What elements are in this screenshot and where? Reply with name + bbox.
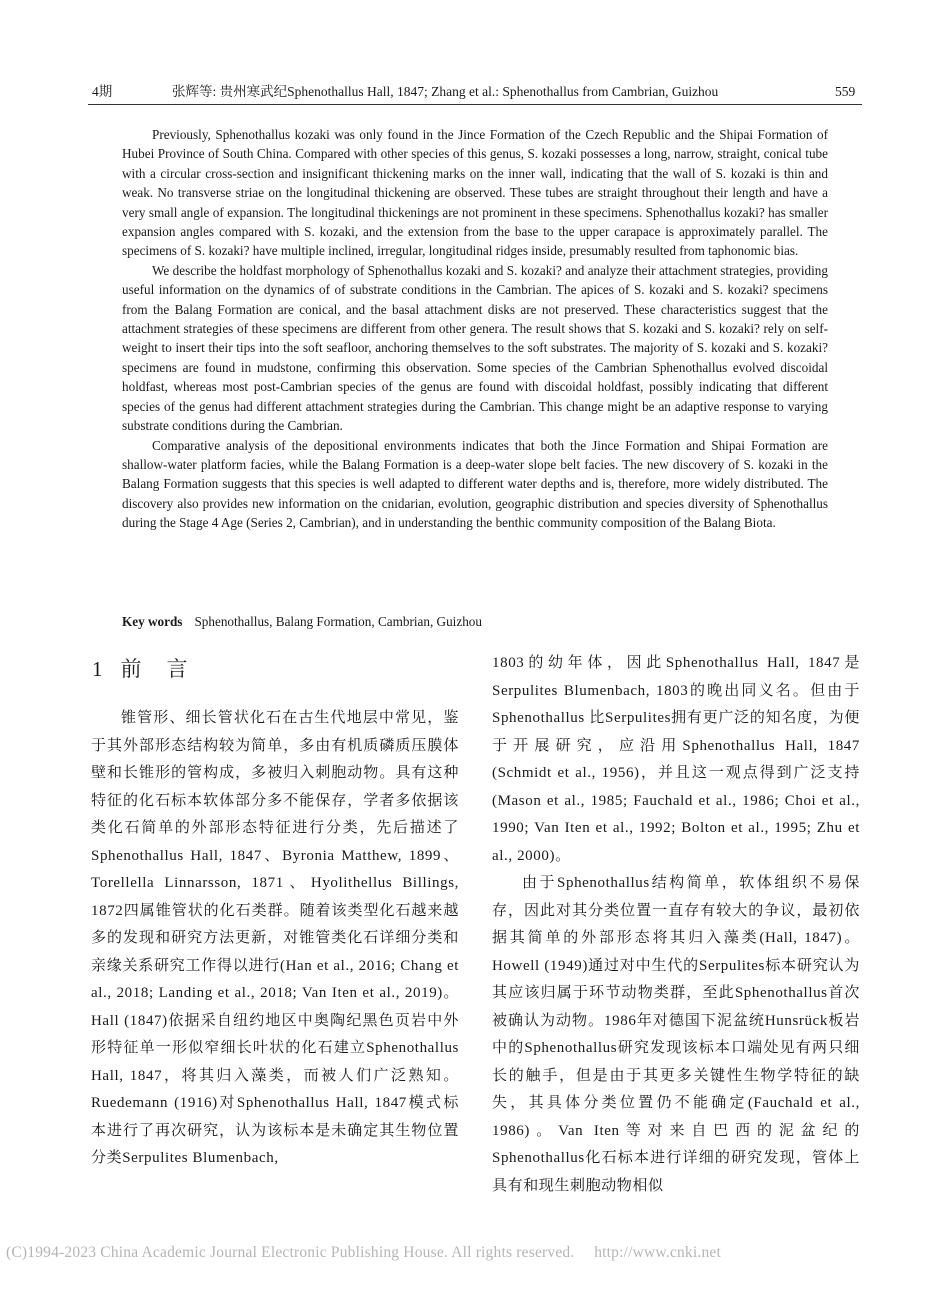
keywords [122,612,482,632]
section-title: 前 言 [120,657,190,681]
abstract-paragraph-2: We describe the holdfast morphology of Sphenothallus kozaki and S. kozaki? and analyze their attachment strategies, providing useful information on the dynamics of of substrate conditions in the Cambrian. The apices of S. kozaki and S. kozaki? specimens from the Balang Formation are conical, and the basal attachment disks are not preserved. These characteristics suggest that the attachment strategies of these specimens are different from other genera. The result shows that S. kozaki and S. kozaki? rely on self-weight to insert their tips into the soft seafloor, anchoring themselves to the soft substrates. The majority of S. kozaki and S. kozaki? specimens are found in mudstone, confirming this observation. Some species of the Cambrian Sphenothallus evolved discoidal holdfast, whereas most post-Cambrian species of the genus are found with discoidal holdfast, possibly indicating that different species of the genus had different attachment strategies during the Cambrian. This change might be an adaptive response to varying substrate conditions during the Cambrian. [122,262,828,434]
english-abstract [122,125,828,533]
page-number: 559 [835,84,856,99]
body-left-column [91,705,459,1173]
body-left-paragraph-1: 锥管形、细长管状化石在古生代地层中常见，鉴于其外部形态结构较为简单，多由有机质磷质压膜体壁和长锥形的管构成，多被归入刺胞动物。具有这种特征的化石标本软体部分多不能保存，学者多依据该类化石简单的外部形态特征进行分类，先后描述了Sphenothallus Hall, 1847、Byronia Matthew, 1899、Torellella Linnarsson, 1871、Hyolithellus Billings, 1872四属锥管状的化石类群。随着该类型化石越来越多的发现和研究方法更新，对锥管类化石详细分类和亲缘关系研究工作得以进行(Han et al., 2016; Chang et al., 2018; Landing et al., 2018; Van Iten et al., 2019)。Hall (1847)依据采自纽约地区中奥陶纪黑色页岩中外形特征单一形似窄细长叶状的化石建立Sphenothallus Hall, 1847，将其归入藻类，而被人们广泛熟知。Ruedemann (1916)对Sphenothallus Hall, 1847模式标本进行了再次研究，认为该标本是未确定其生物位置分类Serpulites Blumenbach, [91,710,459,1166]
copyright-watermark: (C)1994-2023 China Academic Journal Electronic Publishing House. All rights reserved. http://www.cnki.net [6,1244,721,1261]
header-rule [88,104,862,105]
keywords-label: Key words [122,614,183,629]
body-right-column [492,650,860,1200]
keywords-text: Sphenothallus, Balang Formation, Cambrian, Guizhou [194,614,482,629]
body-right-paragraph-2: 由于Sphenothallus结构简单，软体组织不易保存，因此对其分类位置一直存有较大的争议，最初依据其简单的外部形态将其归入藻类(Hall, 1847)。Howell (1949)通过对中生代的Serpulites标本研究认为其应该归属于环节动物类群，至此Sphenothallus首次被确认为动物。1986年对德国下泥盆统Hunsrück板岩中的Sphenothallus研究发现该标本口端处见有两只细长的触手，但是由于其更多关键性生物学特征的缺失，其具体分类位置仍不能确定(Fauchald et al., 1986)。Van Iten等对来自巴西的泥盆纪的Sphenothallus化石标本进行详细的研究发现，管体上具有和现生刺胞动物相似 [492,875,860,1194]
body-right-paragraph-1: 1803的幼年体，因此Sphenothallus Hall, 1847是Serpulites Blumenbach, 1803的晚出同义名。但由于Sphenothallus 比Serpulites拥有更广泛的知名度，为便于开展研究，应沿用Sphenothallus Hall, 1847 (Schmidt et al., 1956)，并且这一观点得到广泛支持(Mason et al., 1985; Fauchald et al., 1986; Choi et al., 1990; Van Iten et al., 1992; Bolton et al., 1995; Zhu et al., 2000)。 [492,655,860,864]
section-number: 1 [92,657,105,681]
abstract-paragraph-3: Comparative analysis of the depositional environments indicates that both the Jince Formation and Shipai Formation are shallow-water platform facies, while the Balang Formation is a deep-water slope belt facies. The new discovery of S. kozaki in the Balang Formation suggests that this species is well adapted to different water depths and is, therefore, more widely distributed. The discovery also provides new information on the cnidarian, evolution, geographic distribution and species diversity of Sphenothallus during the Stage 4 Age (Series 2, Cambrian), and in understanding the benthic community composition of the Balang Biota. [122,437,828,531]
section-heading [92,655,190,683]
running-title: 张辉等: 贵州寒武纪Sphenothallus Hall, 1847; Zhang et al.: Sphenothallus from Cambrian, Guizhou [172,84,719,99]
abstract-paragraph-1: Previously, Sphenothallus kozaki was only found in the Jince Formation of the Czech Republic and the Shipai Formation of Hubei Province of South China. Compared with other species of this genus, S. kozaki possesses a long, narrow, straight, conical tube with a circular cross-section and insignificant thickening marks on the inner wall, indicating that the wall of S. kozaki is thin and weak. No transverse striae on the longitudinal thickening are observed. These tubes are straight throughout their length and have a very small angle of expansion. The longitudinal thickenings are not prominent in these specimens. Sphenothallus kozaki? has smaller expansion angles compared with S. kozaki, and the extension from the base to the upper carapace is approximately parallel. The specimens of S. kozaki? have multiple inclined, irregular, longitudinal ridges inside, presumably resulted from taphonomic bias. [122,127,828,259]
issue-number: 4期 [92,84,113,99]
